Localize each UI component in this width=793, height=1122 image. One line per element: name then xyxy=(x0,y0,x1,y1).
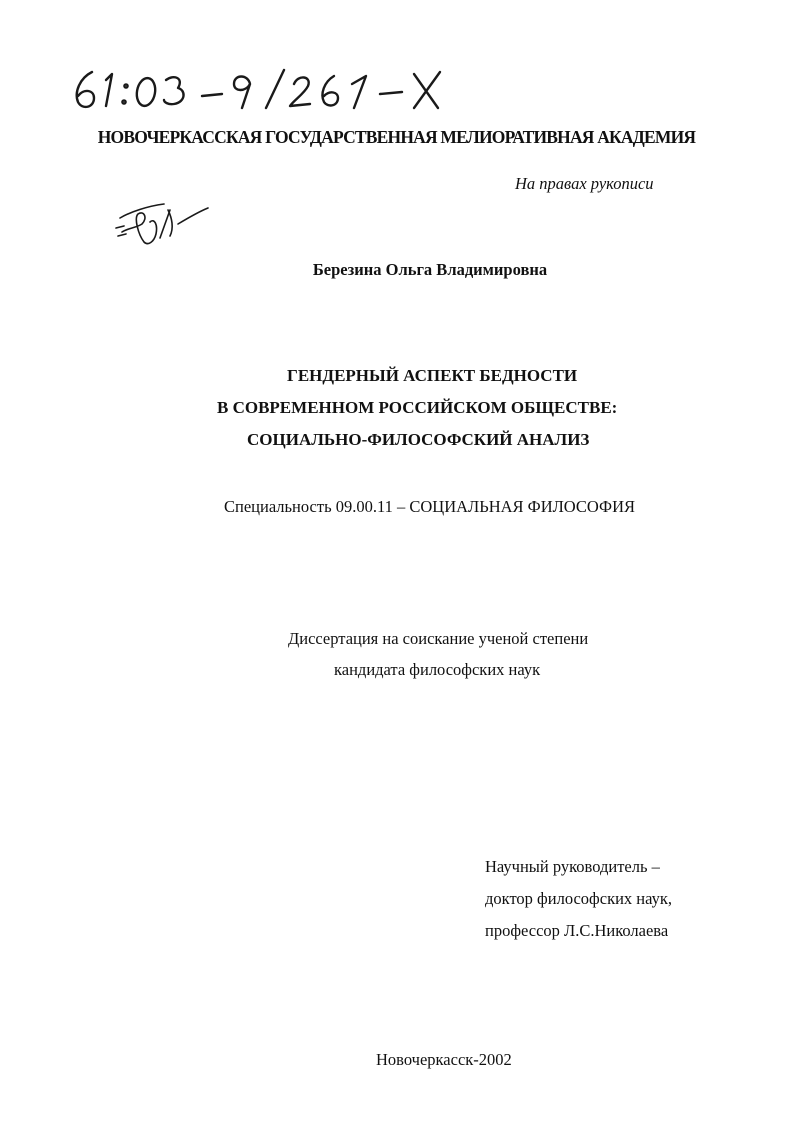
handwritten-catalog-code-drawing xyxy=(62,58,482,128)
dissertation-title-line-2: В СОВРЕМЕННОМ РОССИЙСКОМ ОБЩЕСТВЕ: xyxy=(217,398,618,417)
handwritten-signature-drawing xyxy=(108,188,218,258)
dissertation-title-line-3: СОЦИАЛЬНО-ФИЛОСОФСКИЙ АНАЛИЗ xyxy=(247,430,590,449)
dissertation-title-line-1: ГЕНДЕРНЫЙ АСПЕКТ БЕДНОСТИ xyxy=(287,366,578,385)
degree-line-1: Диссертация на соискание ученой степени xyxy=(288,629,589,648)
author-name: Березина Ольга Владимировна xyxy=(312,260,548,279)
specialty-line: Специальность 09.00.11 – СОЦИАЛЬНАЯ ФИЛОСОФИЯ xyxy=(224,497,635,516)
city-year: Новочеркасск-2002 xyxy=(376,1050,512,1069)
handwritten-catalog-code xyxy=(62,58,482,128)
supervisor-line-1: Научный руководитель – xyxy=(485,857,660,876)
manuscript-rights-note: На правах рукописи xyxy=(515,174,654,193)
handwritten-signature xyxy=(108,188,218,258)
academy-name: НОВОЧЕРКАССКАЯ ГОСУДАРСТВЕННАЯ МЕЛИОРАТИВНАЯ АКАДЕМИЯ xyxy=(97,127,696,147)
degree-line-2: кандидата философских наук xyxy=(334,660,541,679)
supervisor-line-3: профессор Л.С.Николаева xyxy=(485,921,669,940)
supervisor-line-2: доктор философских наук, xyxy=(485,889,672,908)
